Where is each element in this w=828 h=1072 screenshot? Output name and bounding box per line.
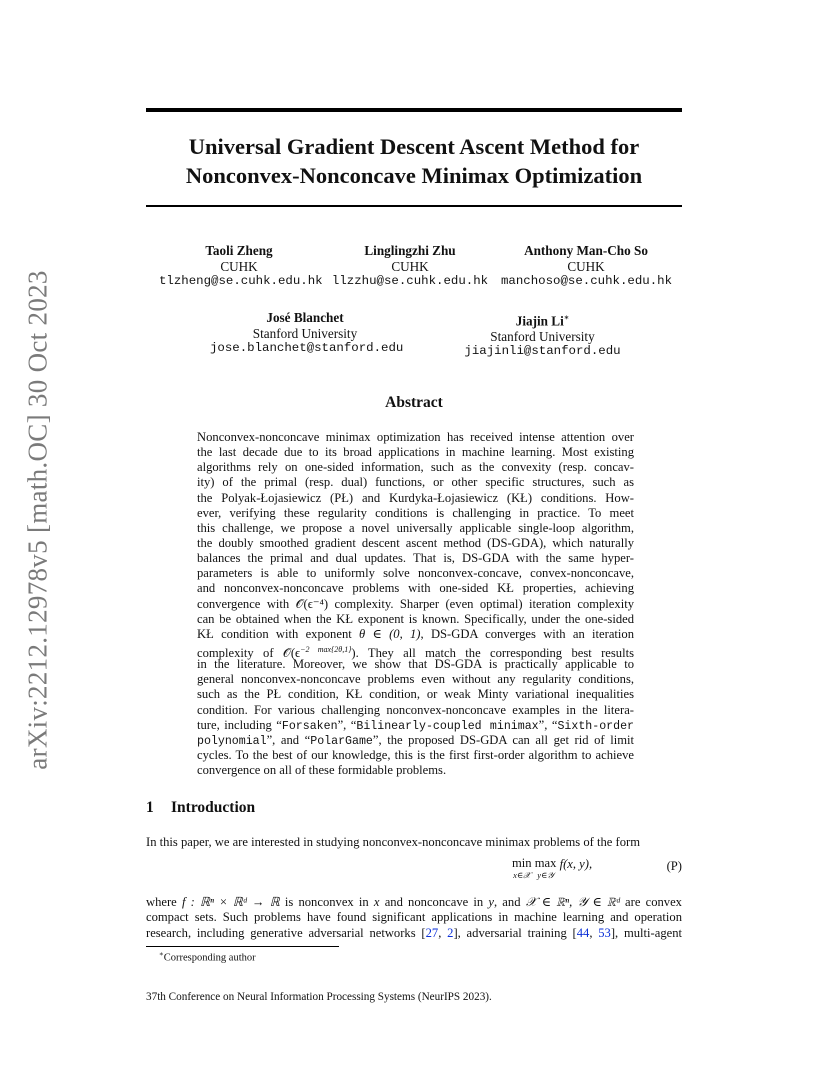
equation-label: (P) — [666, 859, 682, 873]
paragraph-line: compact sets. Such problems have found significant applications in machine learning and operation — [146, 910, 682, 925]
equation-p — [146, 857, 682, 887]
paragraph-line: research, including generative adversarial networks [27, 2], adversarial training [44, 53], multi-agent — [146, 925, 683, 940]
author-affiliation: CUHK — [391, 258, 429, 274]
author-name: Jiajin Li∗ — [515, 313, 570, 329]
citation-link[interactable]: 27 — [425, 925, 439, 940]
title-line-1: Universal Gradient Descent Ascent Method for — [188, 134, 640, 159]
abstract-line: ity) of the primal (resp. dual) functions, or other specific structures, such as — [197, 475, 634, 490]
section-heading-introduction — [146, 799, 255, 817]
author-block — [210, 310, 404, 357]
abstract-heading: Abstract — [385, 394, 443, 411]
complexity-math: $𝒪(\epsilon^{-2 max\{2\theta,1\}})$ — [282, 644, 356, 661]
author-affiliation: Stanford University — [252, 325, 358, 341]
author-name: Anthony Man-Cho So — [524, 243, 648, 258]
author-block — [159, 243, 323, 290]
abstract-line: ever, verifying these regularity conditions is challenging in practice. To meet — [197, 505, 634, 520]
abstract-line: condition. For various challenging nonconvex-nonconcave examples in the litera- — [197, 702, 634, 717]
abstract-line: such as the PŁ condition, KŁ condition, or weak Minty variational inequalities — [197, 687, 634, 702]
author-block — [501, 243, 671, 290]
author-name: José Blanchet — [266, 310, 344, 325]
abstract-line: in the literature. Moreover, we show that DS-GDA is practically applicable to — [197, 657, 634, 672]
author-affiliation: Stanford University — [490, 328, 595, 344]
abstract-line: this challenge, we propose a novel universally applicable single-loop algorithm, — [197, 520, 634, 535]
title-line-2: Nonconvex-Nonconcave Minimax Optimization — [185, 163, 643, 188]
author-email[interactable]: manchoso@se.cuhk.edu.hk — [501, 274, 673, 288]
example-name: Forsaken — [281, 719, 338, 733]
abstract-line: balances the primal and dual updates. That is, DS-GDA with the same hyper- — [197, 551, 634, 566]
venue-note: 37th Conference on Neural Information Processing Systems (NeurIPS 2023). — [146, 991, 492, 1003]
author-email[interactable]: llzzhu@se.cuhk.edu.hk — [331, 274, 489, 288]
example-name: Bilinearly-coupled minimax — [356, 719, 539, 733]
equation-body — [512, 857, 592, 880]
author-affiliation: CUHK — [567, 258, 605, 274]
abstract-line: parameters is able to uniformly solve nonconvex-concave, convex-nonconcave, — [197, 566, 634, 581]
paragraph-line: In this paper, we are interested in studying nonconvex-nonconcave minimax problems of the form — [146, 835, 641, 849]
author-name: Taoli Zheng — [205, 243, 273, 258]
abstract-line: convergence with 𝒪(ϵ⁻⁴) complexity. Sharper (even optimal) iteration complexity — [197, 596, 634, 611]
abstract-line: algorithms rely on one-sided information, such as the convexity (resp. concav- — [197, 460, 634, 475]
corresponding-mark: ∗ — [563, 313, 570, 322]
abstract-line: Nonconvex-nonconcave minimax optimization has received intense attention over — [197, 430, 634, 444]
author-block — [460, 310, 625, 360]
paper-title — [146, 132, 682, 190]
author-block — [330, 243, 490, 290]
abstract-line: and nonconvex-nonconcave problems with one-sided KŁ properties, achieving — [197, 581, 634, 596]
abstract-line: complexity of $𝒪(\epsilon^{-2 max\{2\theta,1\}})$. They all match the corresponding best results — [197, 644, 634, 661]
footnote-rule — [146, 946, 339, 947]
intro-paragraph — [146, 895, 682, 941]
citation-link[interactable]: 2 — [447, 925, 454, 940]
abstract-line: the Polyak-Łojasiewicz (PŁ) and Kurdyka-Łojasiewicz (KŁ) conditions. How- — [197, 490, 634, 505]
author-affiliation: CUHK — [220, 258, 258, 274]
example-name: polynomial — [197, 734, 267, 748]
paragraph-line: where f : ℝⁿ × ℝᵈ → ℝ is nonconvex in x and nonconcave in y, and 𝒳 ∈ ℝⁿ, 𝒴 ∈ ℝᵈ are convex — [146, 895, 682, 909]
intro-lead — [146, 835, 682, 850]
complexity-math: 𝒪(ϵ⁻⁴) — [295, 596, 329, 611]
title-top-rule — [146, 108, 682, 112]
abstract-line: the last decade due to its broad applications in machine learning. Most existing — [197, 445, 634, 460]
abstract-line: cycles. To the best of our knowledge, this is the first first-order algorithm to achieve — [197, 747, 634, 762]
author-email[interactable]: jiajinli@stanford.edu — [464, 344, 621, 359]
footnote-mark: ∗ — [159, 950, 164, 958]
abstract-line: KŁ condition with exponent θ ∈ (0, 1), DS-GDA converges with an iteration — [197, 626, 634, 641]
objective-function: f(x, y), — [559, 857, 593, 871]
section-number: 1 — [146, 799, 154, 816]
abstract-line: general nonconvex-nonconcave problems even without any regularity conditions, — [197, 672, 634, 687]
example-name: PolarGame — [310, 734, 373, 748]
arxiv-stamp: arXiv:2212.12978v5 [math.OC] 30 Oct 2023 — [22, 270, 53, 770]
abstract-line: convergence on all of these formidable problems. — [197, 763, 447, 778]
abstract-line: the doubly smoothed gradient descent ascent method (DS-GDA), which naturally — [197, 535, 634, 550]
footnote-text: Corresponding author — [163, 952, 256, 964]
abstract-line: polynomial”, and “PolarGame”, the proposed DS-GDA can all get rid of limit — [197, 732, 634, 748]
min-operator: min x∈𝒳 — [512, 856, 532, 880]
author-email[interactable]: tlzheng@se.cuhk.edu.hk — [159, 274, 323, 288]
footnote — [159, 950, 256, 964]
citation-link[interactable]: 53 — [598, 925, 611, 940]
exponent-math: θ ∈ (0, 1) — [359, 626, 421, 641]
abstract-line: can be obtained when the KŁ exponent is known. Specifically, under the one-sided — [197, 611, 634, 626]
example-name: Sixth-order — [557, 719, 634, 733]
abstract-body — [197, 430, 634, 778]
citation-link[interactable]: 44 — [576, 925, 590, 940]
abstract-line: ture, including “Forsaken”, “Bilinearly-coupled minimax”, “Sixth-order — [197, 717, 634, 733]
title-bottom-rule — [146, 205, 682, 207]
max-operator: max y∈𝒴 — [534, 856, 557, 880]
section-title: Introduction — [171, 799, 256, 816]
author-email[interactable]: jose.blanchet@stanford.edu — [210, 341, 404, 355]
author-name: Linglingzhi Zhu — [364, 243, 456, 258]
